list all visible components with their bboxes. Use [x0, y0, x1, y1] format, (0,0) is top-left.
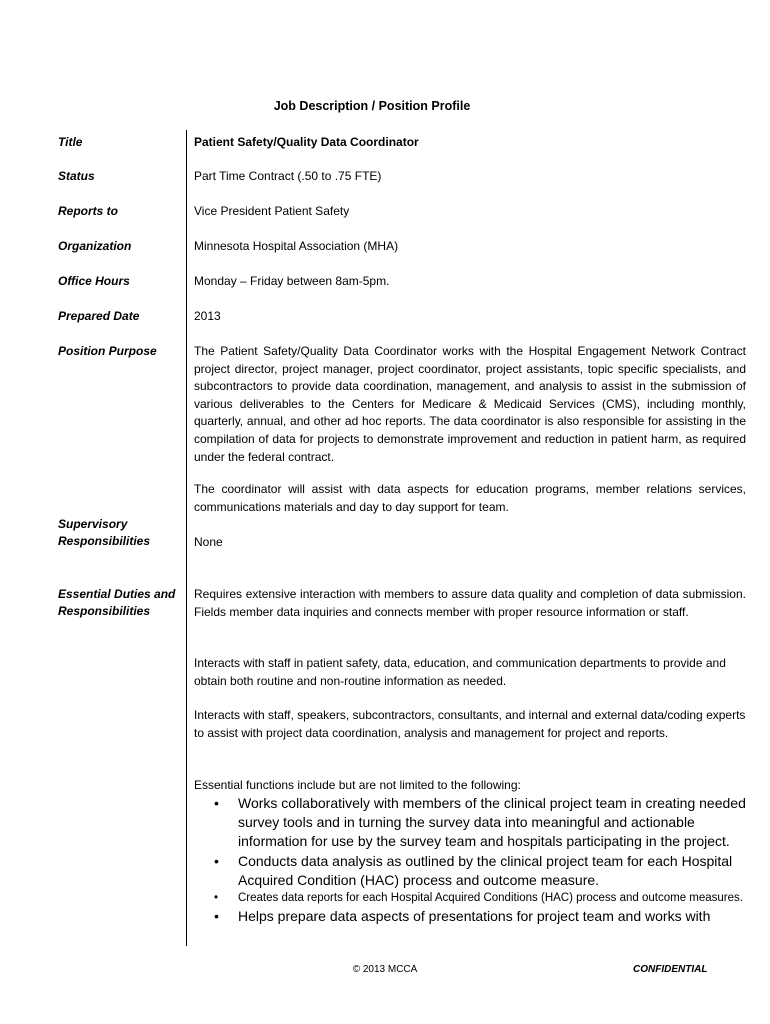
reports-to-label: Reports to: [58, 204, 118, 218]
position-purpose-paragraph: The Patient Safety/Quality Data Coordinator works with the Hospital Engagement Network Contract project director, project manager, project coordinator, project assistants, topic specific specialists, and subcontractors to provide data coordination, management, and analysis to assist in the submission of various deliverables to the Centers for Medicare & Medicaid Services (CMS), including monthly, quarterly, annual, and other ad hoc reports. The data coordinator is also responsible for assisting in the compilation of data for projects to demonstrate improvement and reduction in patient harm, as required under the federal contract.: [194, 344, 746, 464]
bullet-icon: •: [214, 795, 219, 811]
column-divider: [186, 130, 187, 946]
bullet-icon: •: [214, 907, 219, 924]
essential-duties-paragraph: Interacts with staff, speakers, subcontractors, consultants, and internal and external data/coding experts to assist with project data coordination, analysis and management for project and reports.: [194, 708, 746, 740]
footer-confidential: CONFIDENTIAL: [633, 964, 708, 975]
essential-functions-list: [194, 794, 746, 926]
essential-functions-intro: Essential functions include but are not limited to the following:: [194, 778, 521, 792]
essential-duties-label: [58, 586, 184, 620]
essential-duties-paragraph: Requires extensive interaction with members to assure data quality and completion of data submission. Fields member data inquiries and connects member with proper resource information or staff.: [194, 587, 746, 619]
reports-to-value: Vice President Patient Safety: [194, 204, 350, 218]
office-hours-value: Monday – Friday between 8am-5pm.: [194, 274, 390, 288]
list-item-text: Helps prepare data aspects of presentations for project team and works with: [238, 907, 711, 924]
bullet-icon: •: [214, 892, 219, 905]
list-item-text: Conducts data analysis as outlined by the clinical project team for each Hospital Acquired Condition (HAC) process and outcome measure.: [238, 852, 733, 888]
prepared-date-label: Prepared Date: [58, 309, 140, 323]
list-item-text: Creates data reports for each Hospital Acquired Conditions (HAC) process and outcome measures.: [238, 892, 743, 905]
essential-duties-label-line1: Essential Duties and: [58, 587, 176, 601]
page-title: Job Description / Position Profile: [273, 99, 471, 113]
supervisory-label-line2: Responsibilities: [58, 534, 151, 548]
office-hours-label: Office Hours: [58, 274, 130, 288]
supervisory-value: None: [194, 535, 223, 549]
essential-duties-label-line2: Responsibilities: [58, 604, 151, 618]
organization-label: Organization: [58, 239, 132, 253]
list-item: [194, 852, 746, 890]
list-item: [194, 890, 746, 907]
organization-value: Minnesota Hospital Association (MHA): [194, 239, 399, 253]
bullet-icon: •: [214, 852, 219, 869]
status-label: Status: [58, 169, 95, 183]
footer-copyright: © 2013 MCCA: [352, 964, 418, 975]
essential-duties-paragraph: Interacts with staff in patient safety, data, education, and communication departments to provide and obtain both routine and non-routine information as needed.: [194, 656, 726, 688]
title-label: Title: [58, 135, 83, 149]
status-value: Part Time Contract (.50 to .75 FTE): [194, 169, 382, 183]
supervisory-label: [58, 516, 184, 550]
supervisory-label-line1: Supervisory: [58, 517, 128, 531]
list-item: [194, 907, 746, 926]
position-purpose-label: Position Purpose: [58, 344, 157, 358]
position-purpose-paragraph: The coordinator will assist with data aspects for education programs, member relations services, communications materials and day to day support for team.: [194, 482, 746, 514]
title-value: Patient Safety/Quality Data Coordinator: [194, 135, 419, 149]
list-item-text: Works collaboratively with members of the clinical project team in creating needed survey tools and in turning the survey data into meaningful and actionable information for use by the survey team and hospitals participating in the project.: [238, 795, 746, 850]
prepared-date-value: 2013: [194, 309, 221, 323]
list-item: [194, 794, 746, 852]
